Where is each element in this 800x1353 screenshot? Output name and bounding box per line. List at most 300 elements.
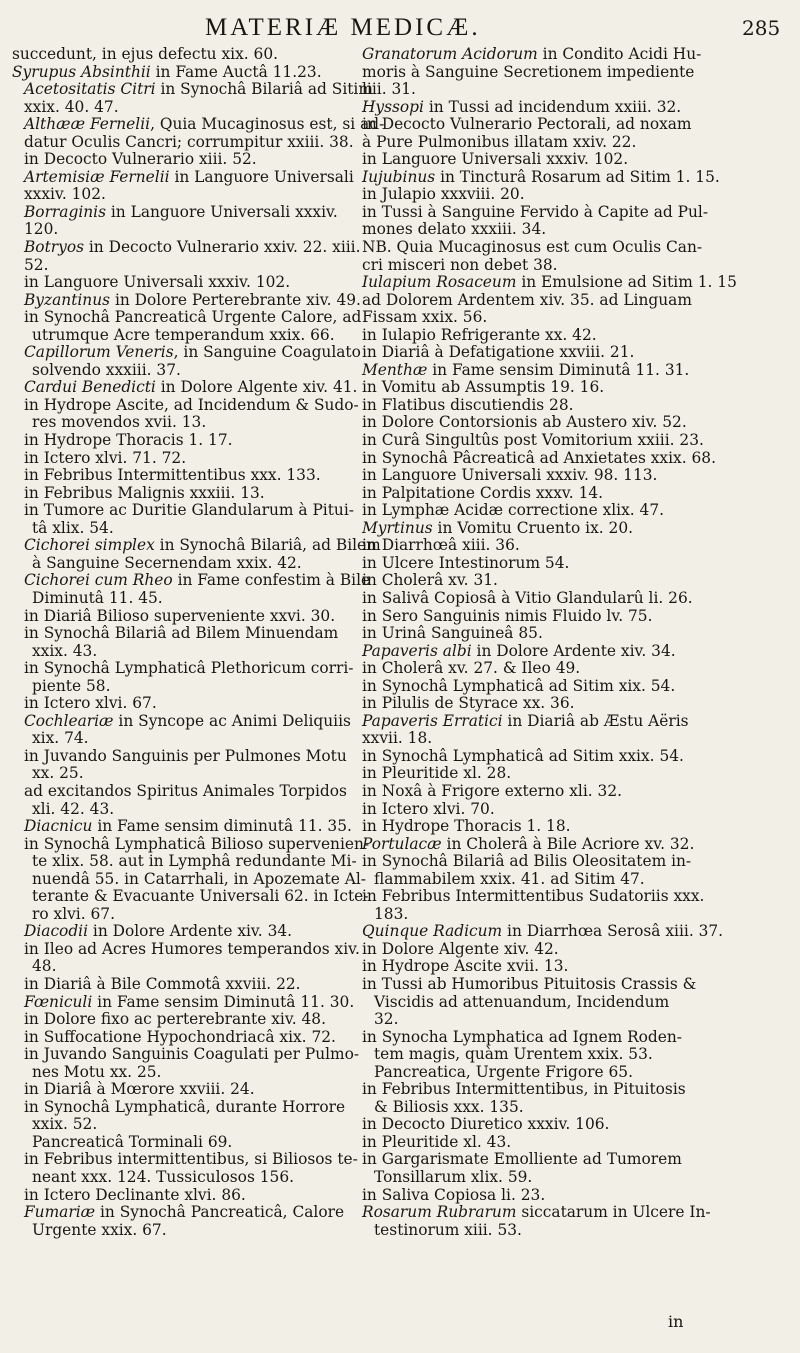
index-line <box>12 660 382 678</box>
index-line <box>362 818 732 836</box>
entry-heading: Cochleariæ <box>24 711 114 730</box>
entry-text: in Urinâ Sanguineâ 85. <box>362 624 543 643</box>
index-line <box>362 941 732 959</box>
index-line <box>12 239 382 257</box>
entry-text: in Febribus Intermittentibus xxx. 133. <box>24 466 321 485</box>
entry-text: solvendo xxxiii. 37. <box>32 360 181 379</box>
entry-text: moris à Sanguine Secretionem impediente <box>362 62 695 81</box>
entry-text: in Emulsione ad Sitim 1. 15 <box>516 273 737 292</box>
index-line <box>12 783 382 801</box>
entry-heading: Cardui Benedicti <box>24 378 156 397</box>
index-line <box>362 1064 732 1082</box>
entry-heading: Iujubinus <box>362 167 436 186</box>
entry-text: testinorum xiii. 53. <box>374 1220 522 1239</box>
entry-text: nes Motu xx. 25. <box>32 1062 162 1081</box>
entry-text: in Tussi ab Humoribus Pituitosis Crassis & <box>362 974 697 993</box>
entry-text: tâ xlix. 54. <box>32 518 114 537</box>
entry-text: in Febribus Malignis xxxiii. 13. <box>24 483 265 502</box>
index-line <box>12 871 382 889</box>
entry-text: in Dolore Contorsionis ab Austero xiv. 52. <box>362 413 687 432</box>
entry-text: xxxiv. 102. <box>24 185 106 204</box>
entry-text: in Dolore Ardente xiv. 34. <box>88 922 293 941</box>
index-line <box>362 99 732 117</box>
entry-text: in Dolore Ardente xiv. 34. <box>471 641 676 660</box>
index-line <box>362 204 732 222</box>
index-line <box>12 99 382 117</box>
index-line <box>362 888 732 906</box>
index-line <box>362 608 732 626</box>
index-line <box>362 765 732 783</box>
index-line <box>12 1046 382 1064</box>
entry-text: Fissam xxix. 56. <box>362 308 488 327</box>
entry-text: 52. <box>24 255 49 274</box>
index-line <box>12 1151 382 1169</box>
entry-heading: Iulapium Rosaceum <box>362 273 517 292</box>
entry-heading: Portulacæ <box>362 834 442 853</box>
entry-text: in Dolore Algente xiv. 41. <box>155 378 358 397</box>
index-line <box>12 923 382 941</box>
entry-text: in Languore Universali xxxiv. 98. 113. <box>362 466 658 485</box>
index-line <box>12 520 382 538</box>
entry-text: xxix. 52. <box>32 1115 98 1134</box>
index-line <box>12 941 382 959</box>
index-line <box>12 81 382 99</box>
entry-heading: Borraginis <box>24 202 106 221</box>
entry-text: in Condito Acidi Hu- <box>537 45 702 63</box>
entry-text: in Julapio xxxviii. 20. <box>362 185 525 204</box>
index-line <box>12 46 382 64</box>
index-line <box>12 292 382 310</box>
index-line <box>362 64 732 82</box>
index-line <box>362 1187 732 1205</box>
entry-text: à Sanguine Secernendam xxix. 42. <box>32 553 302 572</box>
index-line <box>12 958 382 976</box>
index-line <box>362 414 732 432</box>
index-line <box>362 994 732 1012</box>
entry-text: in Hydrope Thoracis 1. 18. <box>362 817 571 836</box>
entry-text: in Syncope ac Animi Deliquiis <box>113 711 351 730</box>
index-line <box>362 871 732 889</box>
entry-text: 32. <box>374 1010 399 1029</box>
entry-text: neant xxx. 124. Tussiculosos 156. <box>32 1168 295 1186</box>
entry-text: in Diarrhœâ xiii. 36. <box>362 536 520 555</box>
entry-text: in Diariâ Bilioso superveniente xxvi. 30. <box>24 606 336 625</box>
entry-text: ad excitandos Spiritus Animales Torpidos <box>24 781 347 800</box>
index-line <box>12 221 382 239</box>
index-line <box>362 1134 732 1152</box>
index-line <box>12 1081 382 1099</box>
index-line <box>12 801 382 819</box>
entry-text: xli. 42. 43. <box>32 799 115 818</box>
entry-text: in Pleuritide xl. 43. <box>362 1132 512 1151</box>
entry-text: in Synochâ Bilariâ ad Sitim <box>155 80 373 99</box>
index-line <box>12 169 382 187</box>
entry-heading: Diacnicu <box>24 817 93 836</box>
entry-text: in Saliva Copiosa li. 23. <box>362 1185 546 1204</box>
entry-heading: Quinque Radicum <box>362 922 503 941</box>
entry-text: in Vomitu Cruento ix. 20. <box>432 518 634 537</box>
entry-text: in Fame sensim Diminutâ 11. 31. <box>427 360 690 379</box>
entry-text: in Fame Auctâ 11.23. <box>150 62 322 81</box>
entry-heading: Cichorei simplex <box>24 536 155 555</box>
index-line <box>362 273 737 292</box>
index-line <box>362 450 732 468</box>
entry-text: flammabilem xxix. 41. ad Sitim 47. <box>374 869 645 888</box>
index-line <box>362 116 732 134</box>
index-line <box>362 678 732 696</box>
index-line <box>12 1169 382 1187</box>
index-line <box>362 309 732 327</box>
index-line <box>12 414 382 432</box>
entry-text: datur Oculis Cancri; corrumpitur xxiii. 38. <box>24 132 354 151</box>
entry-text: in Synocha Lymphatica ad Ignem Roden- <box>362 1027 683 1046</box>
entry-text: in Pleuritide xl. 28. <box>362 764 512 783</box>
index-line <box>12 853 382 871</box>
index-line <box>362 134 732 152</box>
entry-text: in Juvando Sanguinis per Pulmones Motu <box>24 746 347 765</box>
entry-text: in Febribus Intermittentibus Sudatoriis xxx. <box>362 887 705 906</box>
entry-text: in Synochâ Bilariâ ad Bilem Minuendam <box>24 624 339 643</box>
entry-text: tem magis, quàm Urentem xxix. 53. <box>374 1045 653 1064</box>
index-line <box>362 695 732 713</box>
entry-text: in Decocto Diuretico xxxiv. 106. <box>362 1115 610 1134</box>
entry-heading: Papaveris albi <box>362 641 472 660</box>
entry-text: in Tincturâ Rosarum ad Sitim 1. 15. <box>435 167 720 186</box>
index-line <box>362 643 732 661</box>
entry-text: in Vomitu ab Assumptis 19. 16. <box>362 378 605 397</box>
index-line <box>12 450 382 468</box>
index-line <box>362 467 732 485</box>
index-line <box>362 221 732 239</box>
page-number: 285 <box>742 16 781 40</box>
entry-heading: Cichorei cum Rheo <box>24 571 173 590</box>
entry-text: in Iulapio Refrigerante xx. 42. <box>362 325 597 344</box>
entry-text: in Lymphæ Acidæ correctione xlix. 47. <box>362 501 665 520</box>
index-line <box>12 695 382 713</box>
index-line <box>362 853 732 871</box>
index-line <box>362 432 732 450</box>
index-line <box>12 502 382 520</box>
index-line <box>362 151 732 169</box>
entry-text: xxvii. 18. <box>362 729 433 748</box>
entry-text: in Diariâ à Bile Commotâ xxviii. 22. <box>24 974 301 993</box>
index-line <box>362 660 732 678</box>
index-line <box>12 590 382 608</box>
index-line <box>12 608 382 626</box>
entry-text: xix. 74. <box>32 729 89 748</box>
entry-text: Pancreatica, Urgente Frigore 65. <box>374 1062 633 1081</box>
index-line <box>362 906 732 924</box>
index-line <box>362 590 732 608</box>
entry-heading: Artemisiæ Fernelii <box>24 167 170 186</box>
index-line <box>362 502 732 520</box>
entry-text: in Synochâ Lymphaticâ Bilioso supervenien- <box>24 834 370 853</box>
entry-text: Urgente xxix. 67. <box>32 1220 167 1239</box>
entry-text: in Gargarismate Emolliente ad Tumorem <box>362 1150 682 1169</box>
index-line <box>12 818 382 836</box>
entry-text: in Juvando Sanguinis Coagulati per Pulmo- <box>24 1045 360 1064</box>
index-line <box>362 362 732 380</box>
entry-text: in Ictero xlvi. 67. <box>24 694 157 713</box>
entry-text: in Pilulis de Styrace xx. 36. <box>362 694 575 713</box>
entry-heading: Fumariæ <box>24 1203 96 1222</box>
entry-text: succedunt, in ejus defectu xix. 60. <box>12 45 279 63</box>
entry-text: in Decocto Vulnerario xiii. 52. <box>24 150 257 169</box>
entry-text: siccatarum in Ulcere In- <box>516 1203 711 1222</box>
entry-heading: Acetositatis Citri <box>24 80 156 99</box>
entry-text: in Cholerâ xv. 27. & Ileo 49. <box>362 659 581 678</box>
index-line <box>12 257 382 275</box>
entry-text: xxix. 40. 47. <box>24 97 119 116</box>
entry-text: in Synochâ Lymphaticâ Plethoricum corri- <box>24 659 354 678</box>
entry-text: in Cholerâ à Bile Acriore xv. 32. <box>441 834 695 853</box>
entry-heading: Althææ Fernelii <box>24 115 151 134</box>
entry-text: in Ileo ad Acres Humores temperandos xiv. <box>24 939 360 958</box>
right-column <box>362 45 737 1239</box>
entry-text: NB. Quia Mucaginosus est cum Oculis Can- <box>362 238 703 257</box>
entry-text: 48. <box>32 957 57 976</box>
entry-text: in Decocto Vulnerario xxiv. 22. xiii. <box>83 238 361 257</box>
entry-text: in Languore Universali xxxiv. 102. <box>24 273 291 292</box>
index-line <box>12 1134 382 1152</box>
entry-heading: Syrupus Absinthii <box>12 62 151 81</box>
index-line <box>362 344 732 362</box>
index-line <box>12 1064 382 1082</box>
entry-text: in Ictero xlvi. 71. 72. <box>24 448 187 467</box>
index-line <box>362 1116 732 1134</box>
index-line <box>362 836 732 854</box>
entry-text: in Cholerâ xv. 31. <box>362 571 498 590</box>
index-line <box>362 537 732 555</box>
index-line <box>12 204 382 222</box>
index-line <box>362 327 732 345</box>
entry-text: in Noxâ à Frigore externo xli. 32. <box>362 781 623 800</box>
index-line <box>362 81 732 99</box>
entry-heading: Papaveris Erratici <box>362 711 503 730</box>
index-line <box>12 362 382 380</box>
index-line <box>362 1046 732 1064</box>
entry-text: cri misceri non debet 38. <box>362 255 558 274</box>
entry-text: in Synochâ Pancreaticâ Urgente Calore, ad <box>24 308 362 327</box>
left-column <box>12 45 385 1239</box>
entry-text: in Hydrope Ascite, ad Incidendum & Sudo- <box>24 395 359 414</box>
index-line <box>362 292 732 310</box>
entry-heading: Botryos <box>24 238 84 257</box>
index-line <box>362 397 732 415</box>
entry-text: in Dolore Perterebrante xiv. 49. <box>110 290 361 309</box>
index-line <box>362 748 732 766</box>
entry-text: in Diariâ à Defatigatione xxviii. 21. <box>362 343 635 362</box>
entry-heading: Myrtinus <box>362 518 433 537</box>
entry-text: in Languore Universali xxxiv. 102. <box>362 150 629 169</box>
entry-text: in Flatibus discutiendis 28. <box>362 395 574 414</box>
index-line <box>362 1011 732 1029</box>
entry-text: xxix. 43. <box>32 641 98 660</box>
index-line <box>362 186 732 204</box>
entry-text: in Fame confestim à Bile <box>172 571 371 590</box>
index-line <box>12 643 382 661</box>
entry-text: in Ulcere Intestinorum 54. <box>362 553 570 572</box>
entry-heading: Menthæ <box>362 360 428 379</box>
entry-text: te xlix. 58. aut in Lymphâ redundante Mi- <box>32 852 357 871</box>
index-line <box>12 678 382 696</box>
index-line <box>362 1029 732 1047</box>
index-line <box>12 274 382 292</box>
index-line <box>12 485 382 503</box>
entry-text: ro xlvi. 67. <box>32 904 115 923</box>
entry-text: 183. <box>374 904 409 923</box>
index-line <box>12 836 382 854</box>
entry-heading: Granatorum Acidorum <box>362 45 538 63</box>
entry-text: liii. 31. <box>362 80 416 99</box>
running-title: MATERIÆ MEDICÆ. <box>205 14 481 41</box>
index-line <box>12 1011 382 1029</box>
index-line <box>12 555 382 573</box>
entry-text: & Biliosis xxx. 135. <box>374 1097 524 1116</box>
index-line <box>12 994 382 1012</box>
index-line <box>362 801 732 819</box>
entry-text: in Suffocatione Hypochondriacâ xix. 72. <box>24 1027 336 1046</box>
index-line <box>362 1099 732 1117</box>
entry-text: , Quia Mucaginosus est, si ad- <box>150 115 385 134</box>
entry-text: in Synochâ Pancreaticâ, Calore <box>95 1203 345 1222</box>
catchword: in <box>668 1312 684 1331</box>
entry-heading: Hyssopi <box>362 97 424 116</box>
index-line <box>12 1222 382 1240</box>
entry-text: in Languore Universali xxxiv. <box>105 202 338 221</box>
entry-text: in Fame sensim diminutâ 11. 35. <box>92 817 352 836</box>
index-line <box>12 467 382 485</box>
index-line <box>362 1081 732 1099</box>
entry-heading: Byzantinus <box>24 290 111 309</box>
index-line <box>12 115 385 134</box>
entry-text: in Hydrope Ascite xvii. 13. <box>362 957 569 976</box>
entry-text: in Synochâ Bilariâ ad Bilis Oleositatem in- <box>362 852 692 871</box>
index-line <box>362 976 732 994</box>
entry-text: in Hydrope Thoracis 1. 17. <box>24 431 233 450</box>
index-line <box>362 379 732 397</box>
entry-text: nuendâ 55. in Catarrhali, in Apozemate Al- <box>32 869 366 888</box>
index-line <box>12 151 382 169</box>
entry-heading: Capillorum Veneris <box>24 343 174 362</box>
index-line <box>12 309 382 327</box>
index-line <box>362 485 732 503</box>
entry-text: in Tumore ac Duritie Glandularum à Pitui- <box>24 501 354 520</box>
entry-text: in Diariâ ab Æstu Aëris <box>502 711 689 730</box>
index-line <box>12 888 382 906</box>
entry-text: in Decocto Vulnerario Pectorali, ad noxam <box>362 115 692 134</box>
index-line <box>12 625 382 643</box>
index-line <box>12 1029 382 1047</box>
index-line <box>362 520 732 538</box>
index-line <box>12 1187 382 1205</box>
index-line <box>362 958 732 976</box>
entry-text: à Pure Pulmonibus illatam xxiv. 22. <box>362 132 637 151</box>
index-line <box>12 186 382 204</box>
entry-text: in Ictero Declinante xlvi. 86. <box>24 1185 246 1204</box>
index-line <box>362 730 732 748</box>
index-line <box>12 134 382 152</box>
index-line <box>12 906 382 924</box>
index-line <box>12 64 382 82</box>
index-line <box>12 1099 382 1117</box>
entry-text: in Dolore Algente xiv. 42. <box>362 939 559 958</box>
entry-text: in Palpitatione Cordis xxxv. 14. <box>362 483 604 502</box>
entry-text: Tonsillarum xlix. 59. <box>374 1168 533 1186</box>
index-line <box>362 923 732 941</box>
index-line <box>12 432 382 450</box>
entry-text: Pancreaticâ Torminali 69. <box>32 1132 233 1151</box>
index-line <box>362 783 732 801</box>
index-line <box>362 46 732 64</box>
entry-text: in Febribus Intermittentibus, in Pituitosis <box>362 1080 686 1099</box>
entry-text: utrumque Acre temperandum xxix. 66. <box>32 325 335 344</box>
entry-text: in Salivâ Copiosâ à Vitio Glandularû li. 26. <box>362 588 693 607</box>
index-line <box>12 397 382 415</box>
index-line <box>362 239 732 257</box>
index-line <box>362 1204 732 1222</box>
index-line <box>12 1116 382 1134</box>
entry-text: piente 58. <box>32 676 111 695</box>
entry-text: in Fame sensim Diminutâ 11. 30. <box>92 992 355 1011</box>
entry-text: in Synochâ Pâcreaticâ ad Anxietates xxix. 68. <box>362 448 716 467</box>
entry-text: in Synochâ Lymphaticâ ad Sitim xxix. 54. <box>362 746 684 765</box>
entry-text: Diminutâ 11. 45. <box>32 588 163 607</box>
index-line <box>12 713 382 731</box>
index-line <box>362 572 732 590</box>
entry-text: in Tussi à Sanguine Fervido à Capite ad Pul- <box>362 202 709 221</box>
index-line <box>362 169 732 187</box>
page-header <box>0 14 800 44</box>
index-line <box>362 1151 732 1169</box>
entry-text: in Diariâ à Mœrore xxviii. 24. <box>24 1080 255 1099</box>
entry-text: in Dolore fixo ac perterebrante xiv. 48. <box>24 1010 326 1029</box>
entry-text: xx. 25. <box>32 764 84 783</box>
index-line <box>362 1169 732 1187</box>
entry-text: Viscidis ad attenuandum, Incidendum <box>374 992 670 1011</box>
entry-text: terante & Evacuante Universali 62. in Icte- <box>32 887 369 906</box>
entry-heading: Fœniculi <box>24 992 93 1011</box>
index-line <box>12 344 382 362</box>
entry-text: in Diarrhœa Serosâ xiii. 37. <box>502 922 724 941</box>
index-line <box>12 1204 382 1222</box>
index-line <box>12 976 382 994</box>
entry-heading: Diacodii <box>24 922 89 941</box>
entry-text: 120. <box>24 220 59 239</box>
index-line <box>362 555 732 573</box>
entry-text: in Febribus intermittentibus, si Biliosos te- <box>24 1150 358 1169</box>
index-line <box>12 572 382 590</box>
index-line <box>12 537 382 555</box>
entry-text: in Synochâ Lymphaticâ, durante Horrore <box>24 1097 346 1116</box>
index-line <box>12 379 382 397</box>
entry-text: in Languore Universali <box>169 167 354 186</box>
entry-text: in Curâ Singultûs post Vomitorium xxiii. 23. <box>362 431 704 450</box>
entry-text: in Tussi ad incidendum xxiii. 32. <box>423 97 682 116</box>
index-line <box>362 713 732 731</box>
entry-text: ad Dolorem Ardentem xiv. 35. ad Linguam <box>362 290 692 309</box>
index-line <box>362 1222 732 1240</box>
entry-text: in Sero Sanguinis nimis Fluido lv. 75. <box>362 606 653 625</box>
entry-text: in Ictero xlvi. 70. <box>362 799 495 818</box>
index-line <box>12 748 382 766</box>
index-line <box>12 730 382 748</box>
entry-text: , in Sanguine Coagulato <box>173 343 361 362</box>
entry-text: res movendos xvii. 13. <box>32 413 207 432</box>
index-line <box>362 257 732 275</box>
index-line <box>362 625 732 643</box>
entry-text: in Synochâ Bilariâ, ad Bilem <box>154 536 381 555</box>
